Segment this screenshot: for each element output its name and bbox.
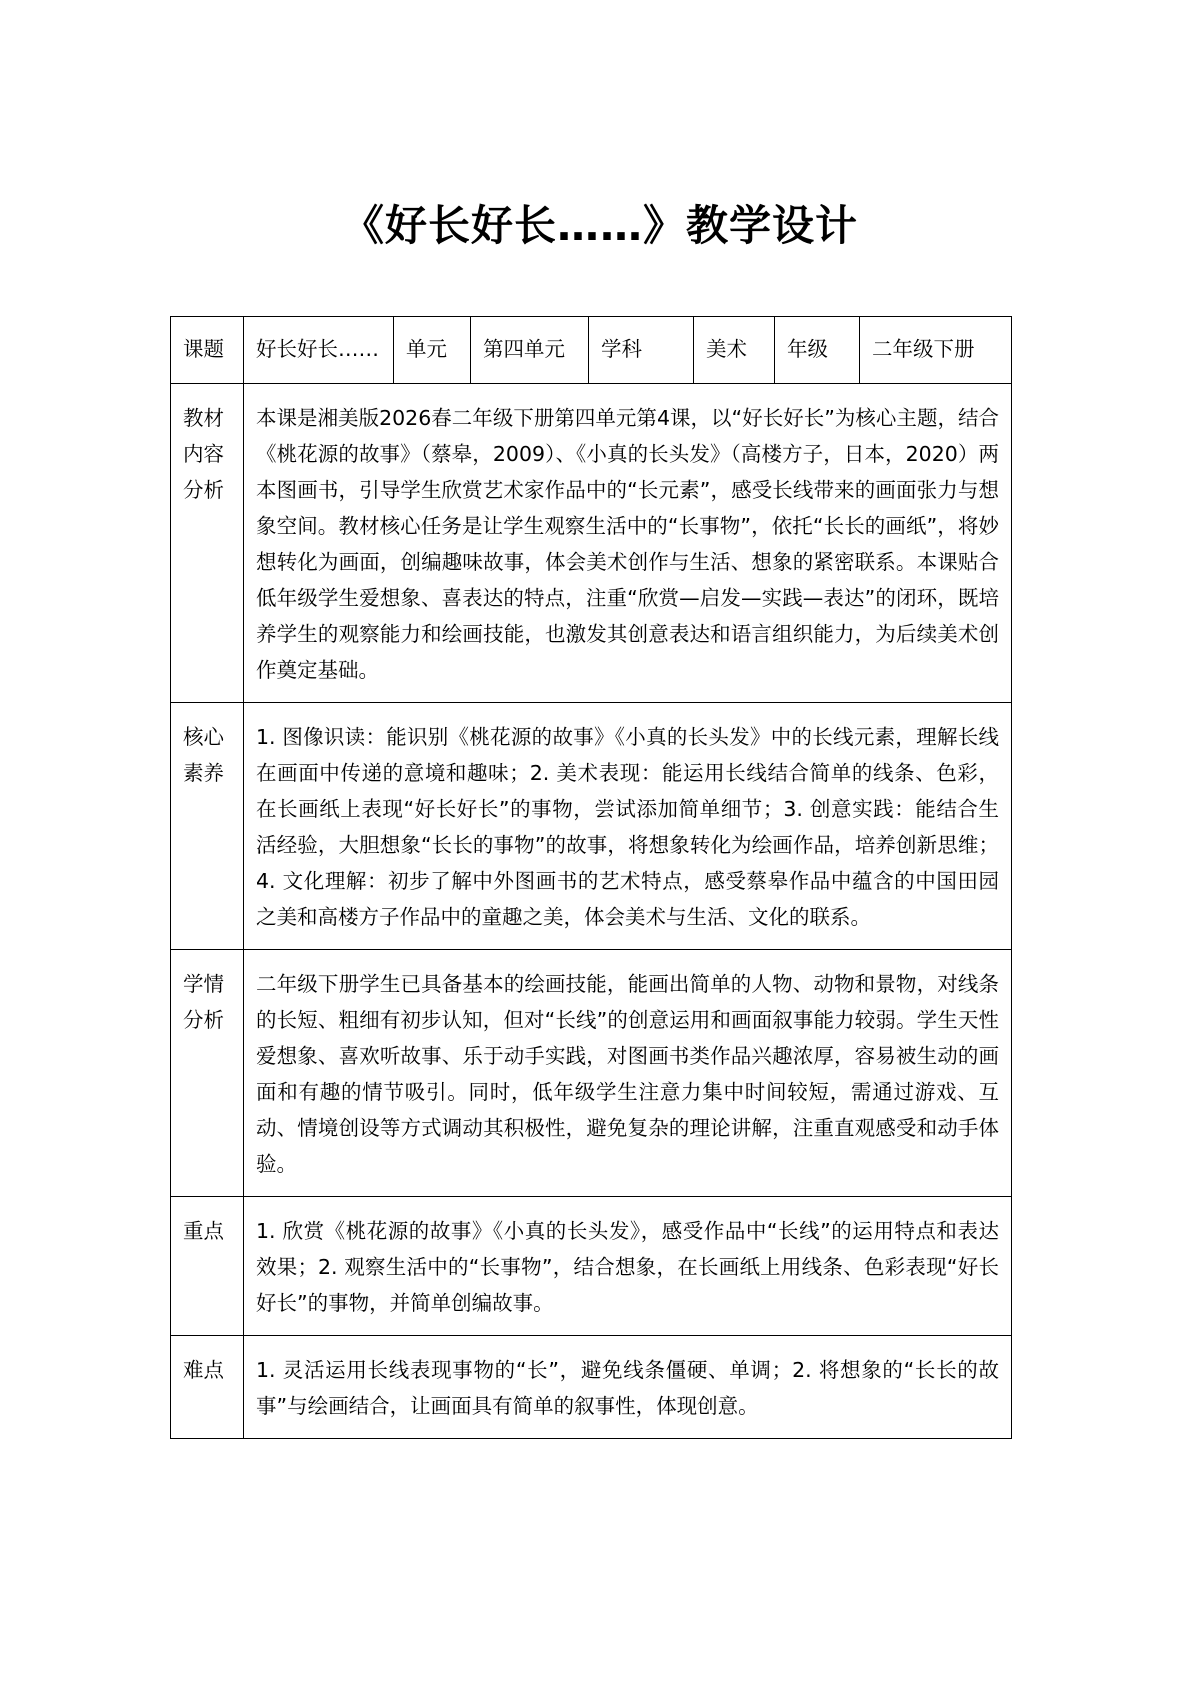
section-row-difficulties	[171, 1336, 1012, 1439]
section-content: 本课是湘美版2026春二年级下册第四单元第4课，以“好长好长”为核心主题，结合《桃花源的故事》（蔡皋，2009）、《小真的长头发》（高楼方子，日本，2020）两本图画书，引导学生欣赏艺术家作品中的“长元素”，感受长线带来的画面张力与想象空间。教材核心任务是让学生观察生活中的“长事物”，依托“长长的画纸”，将妙想转化为画面，创编趣味故事，体会美术创作与生活、想象的紧密联系。本课贴合低年级学生爱想象、喜表达的特点，注重“欣赏—启发—实践—表达”的闭环，既培养学生的观察能力和绘画技能，也激发其创意表达和语言组织能力，为后续美术创作奠定基础。	[244, 384, 1012, 703]
page-title: 《好长好长……》教学设计	[341, 201, 858, 250]
unit-label: 单元	[394, 317, 471, 384]
section-label: 核心素养	[171, 703, 244, 950]
section-content: 1. 灵活运用长线表现事物的“长”，避免线条僵硬、单调；2. 将想象的“长长的故事”与绘画结合，让画面具有简单的叙事性，体现创意。	[244, 1336, 1012, 1439]
subject-value: 美术	[694, 317, 775, 384]
section-content: 二年级下册学生已具备基本的绘画技能，能画出简单的人物、动物和景物，对线条的长短、粗细有初步认知，但对“长线”的创意运用和画面叙事能力较弱。学生天性爱想象、喜欢听故事、乐于动手实践，对图画书类作品兴趣浓厚，容易被生动的画面和有趣的情节吸引。同时，低年级学生注意力集中时间较短，需通过游戏、互动、情境创设等方式调动其积极性，避免复杂的理论讲解，注重直观感受和动手体验。	[244, 950, 1012, 1197]
section-row-key-points	[171, 1197, 1012, 1336]
section-row-content-analysis	[171, 384, 1012, 703]
lesson-plan-table	[170, 316, 1012, 1439]
section-content: 1. 欣赏《桃花源的故事》《小真的长头发》，感受作品中“长线”的运用特点和表达效果；2. 观察生活中的“长事物”，结合想象，在长画纸上用线条、色彩表现“好长好长”的事物，并简单创编故事。	[244, 1197, 1012, 1336]
topic-label: 课题	[171, 317, 244, 384]
grade-value: 二年级下册	[860, 317, 1012, 384]
section-row-student-analysis	[171, 950, 1012, 1197]
section-label: 学情分析	[171, 950, 244, 1197]
grade-label: 年级	[775, 317, 860, 384]
section-row-core-literacy	[171, 703, 1012, 950]
section-label: 教材内容分析	[171, 384, 244, 703]
section-label: 重点	[171, 1197, 244, 1336]
topic-value: 好长好长……	[244, 317, 394, 384]
section-label: 难点	[171, 1336, 244, 1439]
subject-label: 学科	[589, 317, 694, 384]
unit-value: 第四单元	[471, 317, 589, 384]
meta-row	[171, 317, 1012, 384]
section-content: 1. 图像识读：能识别《桃花源的故事》《小真的长头发》中的长线元素，理解长线在画面中传递的意境和趣味；2. 美术表现：能运用长线结合简单的线条、色彩，在长画纸上表现“好长好长”的事物，尝试添加简单细节；3. 创意实践：能结合生活经验，大胆想象“长长的事物”的故事，将想象转化为绘画作品，培养创新思维；4. 文化理解：初步了解中外图画书的艺术特点，感受蔡皋作品中蕴含的中国田园之美和高楼方子作品中的童趣之美，体会美术与生活、文化的联系。	[244, 703, 1012, 950]
